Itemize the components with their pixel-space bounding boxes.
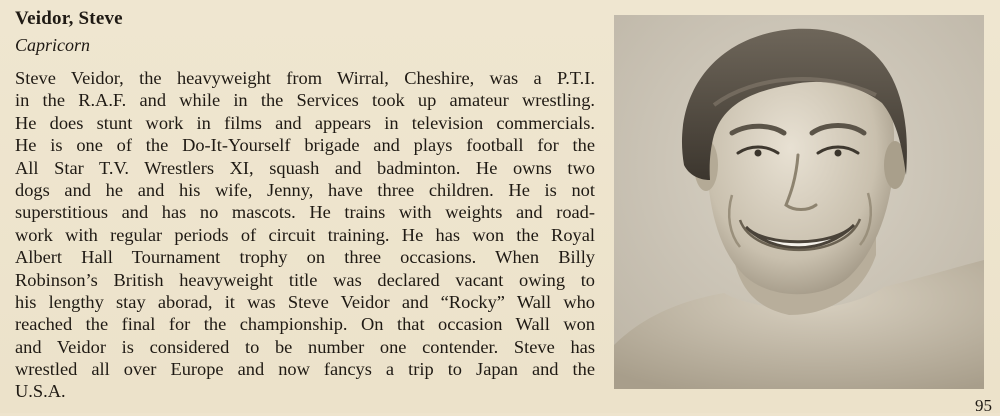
bio-line: in the R.A.F. and while in the Services took up amateur wrestling. — [15, 90, 595, 111]
bio-text — [15, 67, 595, 403]
entry-name: Veidor, Steve — [15, 8, 123, 29]
entry-star-sign: Capricorn — [15, 35, 91, 55]
bio-line: dogs and he and his wife, Jenny, have three children. He is not — [15, 179, 595, 200]
page-number: 95 — [975, 396, 992, 415]
bio-line: He does stunt work in films and appears in television commercials. — [15, 112, 595, 133]
bio-line: his lengthy stay aborad, it was Steve Veidor and “Rocky” Wall who — [15, 291, 595, 312]
bio-line: U.S.A. — [15, 381, 66, 402]
bio-line: wrestled all over Europe and now fancys a trip to Japan and the — [15, 359, 595, 380]
bio-line: Steve Veidor, the heavyweight from Wirral, Cheshire, was a P.T.I. — [15, 68, 595, 88]
bio-line: Robinson’s British heavyweight title was declared vacant owing to — [15, 269, 595, 290]
bio-line: work with regular periods of circuit training. He has won the Royal — [15, 224, 595, 245]
bio-line: superstitious and has no mascots. He trains with weights and road- — [15, 202, 595, 223]
bio-line: He is one of the Do-It-Yourself brigade and plays football for the — [15, 135, 595, 156]
bio-line: and Veidor is considered to be number one contender. Steve has — [15, 336, 595, 357]
bio-line: Albert Hall Tournament trophy on three occasions. When Billy — [15, 247, 595, 268]
wrestler-portrait-photo — [614, 15, 984, 389]
bio-line: All Star T.V. Wrestlers XI, squash and badminton. He owns two — [15, 157, 595, 178]
bio-line: reached the final for the championship. On that occasion Wall won — [15, 314, 595, 335]
